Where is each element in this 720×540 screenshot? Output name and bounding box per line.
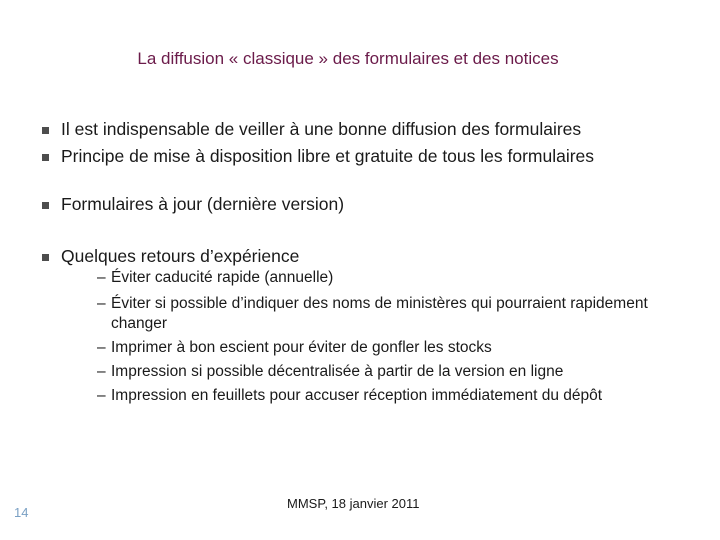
bullet-text: Formulaires à jour (dernière version) <box>61 194 345 214</box>
sub-bullet-item <box>97 294 657 334</box>
bullet-item <box>42 146 602 167</box>
footer-text: MMSP, 18 janvier 2011 <box>287 496 420 511</box>
sub-bullet-text: Éviter caducité rapide (annuelle) <box>111 269 334 286</box>
sub-bullet-item <box>97 338 657 358</box>
square-bullet-icon <box>42 154 49 161</box>
slide-title: La diffusion « classique » des formulaires et des notices <box>137 49 559 68</box>
sub-bullet-item <box>97 386 647 406</box>
bullet-text: Principe de mise à disposition libre et gratuite de tous les formulaires <box>61 146 595 166</box>
dash-marker: – <box>97 269 106 286</box>
bullet-item <box>42 194 702 215</box>
dash-marker: – <box>97 339 106 356</box>
square-bullet-icon <box>42 202 49 209</box>
bullet-text: Il est indispensable de veiller à une bonne diffusion des formulaires <box>61 119 582 139</box>
dash-marker: – <box>97 363 106 380</box>
dash-marker: – <box>97 387 106 404</box>
bullet-item <box>42 119 702 140</box>
bullet-text: Quelques retours d’expérience <box>61 246 300 266</box>
square-bullet-icon <box>42 127 49 134</box>
sub-bullet-text: Imprimer à bon escient pour éviter de gonfler les stocks <box>111 339 492 356</box>
dash-marker: – <box>97 295 106 312</box>
sub-bullet-text: Impression en feuillets pour accuser réception immédiatement du dépôt <box>111 387 603 404</box>
sub-bullet-text: Impression si possible décentralisée à partir de la version en ligne <box>111 363 564 380</box>
sub-bullet-text: Éviter si possible d’indiquer des noms de ministères qui pourraient rapidement changer <box>111 295 648 332</box>
bullet-item <box>42 246 702 267</box>
sub-bullet-item <box>97 362 657 382</box>
square-bullet-icon <box>42 254 49 261</box>
sub-bullet-item <box>97 268 657 288</box>
page-number: 14 <box>14 505 29 520</box>
